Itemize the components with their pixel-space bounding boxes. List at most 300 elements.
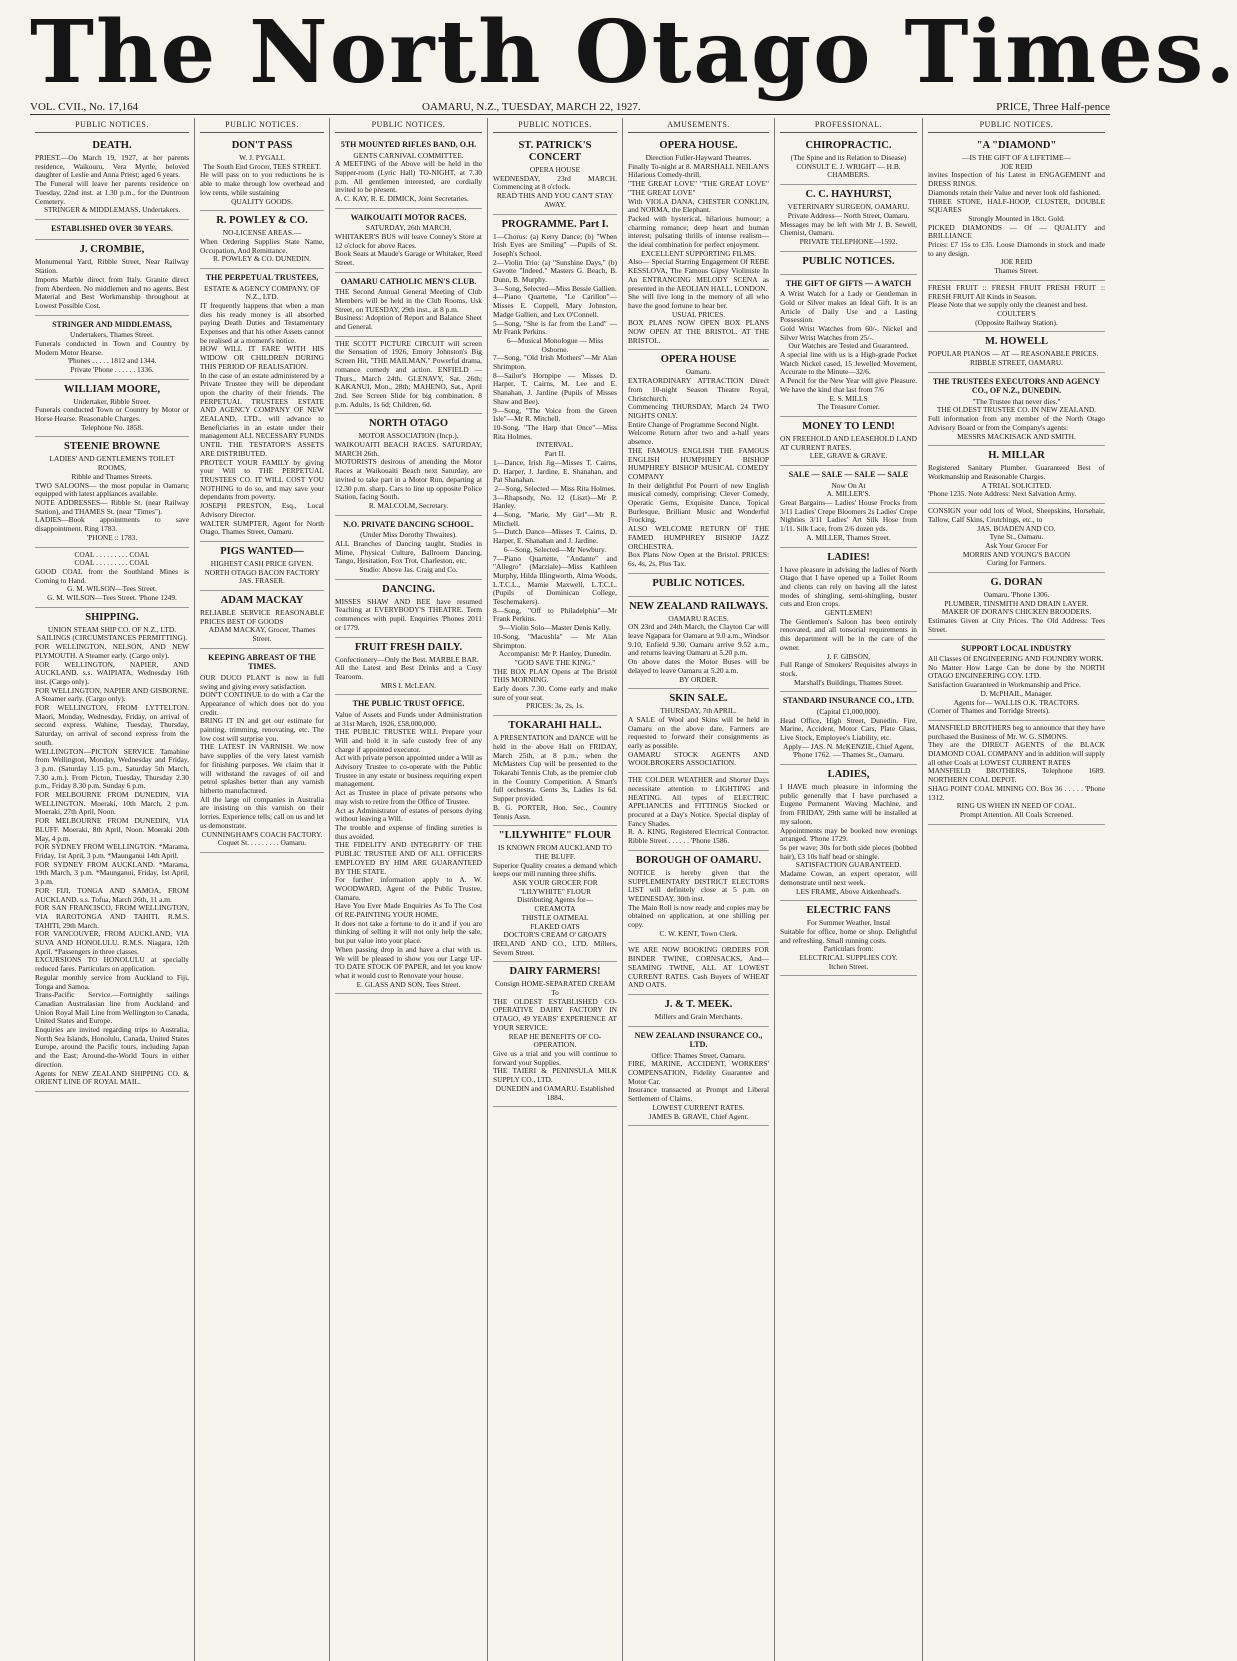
ad-text: POPULAR PIANOS — AT — REASONABLE PRICES. [928,349,1099,359]
ad-text: WELLINGTON—PICTON SERVICE Tamahine from Wellington, Monday, Wednesday and Friday, 3 p.m. (Saturday 1.15 p.m., Saturday 5th March, 7.30 a.m.). From Picton, Tuesday, Thursday 2.30 p.m., Friday 8.30 p.m. Sunday 6 p.m. [35,746,191,791]
ad-text: OAMARU STOCK AGENTS AND WOOLBROKERS ASSOCIATION. [628,749,771,768]
ad-text: 3—Rhapsody, No. 12 (Liszt)—Mr P. Hanley. [493,492,619,511]
ad-text: He will pass on to you reductions he is able to make through low overhead and low rents, while sustaining [200,170,326,197]
ad-text: THE OLDEST ESTABLISHED CO-OPERATIVE DAIRY FACTORY IN OTAGO, 49 YEARS' EXPERIENCE AT YOUR SERVICE. [493,996,619,1032]
ad-text: EXTRAORDINARY ATTRACTION Direct from 10-night Season Theatre Royal, Christchurch. [628,376,771,403]
dateline [30,100,1110,115]
ad-text: 5—Song, "She is far from the Land" —Mr Frank Perkins. [493,318,617,337]
ad-text: Value of Assets and Funds under Administration at 31st March, 1926, £58,000,000. [335,709,484,728]
ad-text: The trouble and expense of finding sureties is thus avoided. [335,822,484,841]
ad-text: All the large oil companies in Australia are insisting on this varnish on their lorries. Experience tells; call on us and let us demonstrate. [200,794,326,830]
ad-text: OPERA HOUSE [529,165,581,174]
ad-text: THREE STONE, HALF-HOOP, CLUSTER, DOUBLE SQUARES [928,196,1107,215]
advertisement [780,252,917,275]
ad-text: Curing for Farmers. [987,558,1046,568]
ad-text: Millers and Grain Merchants. [654,1011,743,1021]
advertisement [35,240,189,315]
ad-text: 9—Violin Solo—Master Denis Kelly. [499,623,611,633]
ad-title: FRUIT FRESH DAILY. [354,641,463,653]
ad-text: ESTATE & AGENCY COMPANY. OF N.Z., LTD. [204,283,322,302]
advertisement [780,901,917,976]
ad-text: PRIEST.—On March 19, 1927, at her parents residence, Waikouru, Vera Myrtle, beloved daughter of Leslie and Anna Priest; aged 6 years. [35,153,191,180]
ad-title: KEEPING ABREAST OF THE TIMES. [208,652,316,672]
advertisement [200,211,324,269]
advertisement [780,466,917,547]
ad-text: FOR VANCOUVER, FROM AUCKLAND, VIA SUVA AND HONOLULU. R.M.S. Niagara, 12th April. *Passengers in three classes. [35,929,191,956]
advertisement [928,721,1105,825]
ad-text: D. McPHAIL, Manager. [980,688,1053,698]
ad-text: NOTICE is hereby given that the SUPPLEMENTARY DISTRICT ELECTORS LIST will definitely close at 5 p.m. on WEDNESDAY, 30th inst. [628,867,771,903]
advertisement [335,273,482,337]
ad-text: W. J. PYGALL [239,153,285,162]
ad-text: A MEETING of the Above will be held in the Supper-room (Lyric Hall) TO-NIGHT, at 7.30 p.m. All gentlemen interested, are cordially invited to be present. [335,159,484,195]
advertisement [780,548,917,693]
ad-text: 2—Violin Trio: (a) "Sunshine Days," (b) Gavotte "Indeed." Masters G. Beach, B. Dunn, B. Murphy. [493,257,619,285]
advertisement [928,640,1105,721]
ad-title: THE PUBLIC TRUST OFFICE. [352,699,465,709]
ad-text: FOR MELBOURNE FROM DUNEDIN, VIA BLUFF. Moeraki, 8th April, Noon. Moeraki 20th May, 4 p.m. [35,816,191,843]
ad-title: STRINGER AND MIDDLEMASS, [52,319,172,329]
advertisement [200,591,324,649]
advertisement [928,332,1105,372]
ad-text: MRS I. McLEAN. [380,680,437,690]
ad-text: Messages may be left with Mr J. B. Sewell, Chemist, Oamaru. [780,219,919,238]
advertisement [780,765,917,901]
ad-text: Also— Special Starring Engagement Of REBE KESSLOVA, The Famous Gipsy Violiniste In An ENTRANCING MELODY SCENA as presented in the AEOLIAN HALL, LONDON. [628,257,771,293]
ad-text: COAL . . . . . . . . . COAL [74,549,150,559]
ad-text: NORTH OTAGO BACON FACTORY [204,567,320,577]
advertisement [928,446,1105,504]
ad-text: Trans-Pacific Service.—Fortnightly sailings Canadian Australasian line from Auckland and Union Royal Mail Line from Wellington to Canada, United States and Europe. [35,990,191,1026]
ad-text: E. GLASS AND SON, Tees Street. [356,979,461,989]
ad-text: COULTER'S [997,308,1036,318]
advertisement [200,649,324,853]
ad-text: QUALITY GOODS. [231,196,293,206]
ad-text: Part II. [544,449,566,459]
ad-text: Give us a trial and you will continue to forward your Supplies. [493,1048,619,1067]
advertisement [35,316,189,380]
advertisement [335,580,482,638]
ad-text: —IS THE GIFT OF A LIFETIME— [962,153,1071,162]
advertisement [335,638,482,696]
ad-text: JAS. BOADEN AND CO. [977,523,1056,533]
ad-title: SHIPPING. [85,611,139,623]
ad-title: H. MILLAR [988,450,1045,462]
ad-text: 5—Dutch Dance—Misses T. Cairns, D. Harper, E. Shanahan and J. Jardine. [493,527,619,546]
ad-text: Act as Administrator of estates of persons dying without leaving a Will. [335,805,484,824]
ad-text: WE ARE NOW BOOKING ORDERS FOR BINDER TWINE, CORNSACKS, And— SEAMING TWINE, ALL AT LOWEST CURRENT RATES. Cash Buyers of WHEAT AND OATS. [628,945,771,990]
ad-text: Appointments may be booked now evenings arranged. 'Phone 1729. [780,825,919,844]
ad-text: WALTER SUMPTER, Agent for North Otago, Thames Street, Oamaru. [200,518,326,537]
column-header: PUBLIC NOTICES. [493,118,617,133]
advertisement [335,136,482,209]
ad-title: ESTABLISHED OVER 30 YEARS. [51,223,173,233]
advertisement [928,573,1105,640]
ad-text: JAS. FRASER. [239,576,285,586]
ad-text: GENTLEMEN! [824,608,873,618]
advertisement [35,136,189,220]
ad-text: When Ordering Supplies State Name, Occupation, And Remittance. [200,236,326,255]
ad-text: The South End Grocer, TEES STREET. [203,161,321,171]
ad-text: MOTOR ASSOCIATION (Incp.). [358,431,459,441]
ad-text: INTERVAL. [536,440,574,450]
column-1 [30,118,195,1661]
advertisement [493,215,617,717]
ad-title: CHIROPRACTIC. [805,140,892,151]
advertisement [628,773,769,851]
advertisement [35,437,189,547]
ad-text: Book Seats at Maude's Garage or Whitaker, Reed Street. [335,249,484,268]
ad-title: PIGS WANTED— [220,545,304,557]
ad-title: OAMARU CATHOLIC MEN'S CLUB. [340,276,477,286]
ad-text: Private 'Phone . . . . . . 1336. [70,364,154,374]
ad-text: Apply— JAS. N. McKENZIE, Chief Agent, [783,741,914,751]
ad-text: 4—Song, "Marie, My Girl"—Mr R. Mitchell. [493,510,619,528]
ad-text: THISTLE OATMEAL [521,912,589,922]
ad-text: THE COLDER WEATHER and Shorter Days necessitate attention to LIGHTING and HEATING. All types of ELECTRIC APPLIANCES and FITTINGS Stocked or procured at a Day's Notice. Special display of Fancy Shades. [628,775,771,828]
ad-text: PRIVATE TELEPHONE—1592. [799,236,898,246]
advertisement [780,275,917,417]
ad-text: NOTE ADDRESSES— Ribble St. (near Railway Station), and THAMES St. (near "Times"). [35,497,191,516]
ad-text: GENTS CARNIVAL COMMITTEE. [353,150,464,160]
ad-title: THE PERPETUAL TRUSTEES, [205,273,319,283]
ad-text: R. A. KING, Registered Electrical Contractor. Ribble Street . . . . . . 'Phone 1586. [628,827,771,846]
ad-title: OPERA HOUSE. [659,140,738,151]
ad-text: WEDNESDAY, 23rd MARCH. Commencing at 8 o'clock. [493,173,619,192]
ad-title: N.O. PRIVATE DANCING SCHOOL. [343,519,474,529]
ad-text: SATURDAY, 26th MARCH. [365,223,452,233]
ad-text: BOX PLANS NOW OPEN BOX PLANS NOW OPEN AT THE BRISTOL. AT THE BRISTOL. [628,318,771,345]
ad-text: 8—Song, "Off to Philadelphia"—Mr Frank Perkins. [493,605,619,624]
ad-text: WHITAKER'S BUS will leave Conney's Store at 12 o'clock for above Races. [335,231,484,250]
ad-text: CREAMOTA [534,904,576,914]
advertisement [628,1027,769,1127]
ad-text: PICKED DIAMONDS — Of — QUALITY and BRILLIANCE [928,222,1107,241]
ad-text: 3—Song, Selected—Miss Bessie Gallien. [493,283,617,293]
advertisement [628,574,769,597]
ad-text: DON'T CONTINUE to do with a Car the Appearance of which does not do you credit. [200,690,326,717]
ad-text: G. M. WILSON—Tees Street. 'Phone 1249. [47,593,177,603]
advertisement [928,136,1105,281]
ad-text: 'Phone 1235. Note Address: Next Salvation Army. [928,489,1077,499]
ad-text: 'Phone 1762. — Thames St., Oamaru. [792,750,905,760]
ad-text: Private Address— North Street, Oamaru. [787,210,910,220]
ad-title: WAIKOUAITI MOTOR RACES. [350,212,467,222]
column-header: PUBLIC NOTICES. [35,118,189,133]
ad-text: ALL Branches of Dancing taught, Studies in Mime, Physical Culture, Ballroom Dancing, Tango, Hesitation, Fox Trot, Charleston, etc. [335,538,484,566]
ad-text: G. M. WILSON—Tees Street. [67,584,157,594]
ad-text: THE PUBLIC TRUSTEE WILL Prepare your Will and hold it in safe custody free of any charge if appointed executor. [335,727,484,754]
advertisement [335,695,482,994]
advertisement [928,373,1105,447]
ad-text: A SALE of Wool and Skins will be held in Oamaru on the above date. Farmers are requested to forward their consignments as early as possible. [628,714,771,751]
advertisement [628,943,769,995]
ad-text: MORRIS AND YOUNG'S BACON [962,549,1071,559]
ad-text: Imports Marble direct from Italy. Granite direct from Aberdeen. No middlemen and no agents. Best Material and Best Workmanship throughout at Lowest Possible Cost. [35,274,191,310]
ad-text: SHAG POINT COAL MINING CO. Box 36 . . . . . 'Phone 1312. [928,783,1107,802]
ad-text: The Funeral will leave her parents residence on Tuesday, 22nd inst. at 1.30 p.m., for the Duntroon Cemetery. [35,179,191,206]
ad-text: 2—Song, Selected — Miss Rita Holmes. [494,483,616,493]
ad-title: DON'T PASS [231,140,293,151]
ad-text: MISSES SHAW AND BEE have resumed Teaching at EVERYBODY'S THEATRE. Term commences with pupil. Enquiries 'Phones 2011 or 1779. [335,596,484,632]
column-5 [623,118,775,1661]
ad-text: "GOD SAVE THE KING." [514,657,596,667]
ad-text: Satisfaction Guaranteed in Workmanship and Price. [928,680,1081,690]
ad-text: UNION STEAM SHIP CO. OF N.Z., LTD. [47,624,177,634]
ad-text: A PRESENTATION and DANCE will be held in the above Hall on FRIDAY, March 25th, at 8 p.m., when the McMasters Cup will be presented to the Tokarahi Tennis Club, as the premier club in the Country Competition. A Smart's full orchestra. Gents 3s, Ladies 1s 6d. Supper provided. [493,733,619,804]
ad-title: M. HOWELL [984,336,1048,348]
ad-text: THE SCOTT PICTURE CIRCUIT will screen the Sensation of 1926, Emory Johnston's Big Screen Hit, "THE MAILMAN." Powerful drama, romance comedy and action. ENFIELD — Thurs., March 24th. GLENAVY, Sat. 26th; KAKANUI, Mon., 28th; MAHENO, Sat., April 2nd. See Screen Slide for big combination. 8 p.m. Adults, 1s 6d; Children, 6d. [335,338,484,409]
ad-text: Early doors 7.30. Come early and make sure of your seat. [493,684,619,702]
ad-text: 7—Piano Quartette, "Andante" and "Allegro" (Marziale)—Miss Kathleen Murphy, Hilda Illingworth, Alma Woods, L.T.C.L., Mamie Maxwell, L.T.C.L. (Pupils of Dominican College, Teschemakers). [493,553,619,607]
advertisement [35,608,189,1092]
ad-text: The Gentlemen's Saloon has been entirely renovated, and all tonsorial requirements in this department will be in the care of the owner. [780,616,919,652]
ad-title: C. C. HAYHURST, [805,189,892,201]
advertisement [335,516,482,580]
ad-text: Estimates Given at City Prices. The Old Address: Tees Street. [928,616,1107,634]
ad-text: ADAM MACKAY, Grocer, Thames Street. [208,625,318,644]
ad-text: GOOD COAL from the Southland Mines is Coming to Hand. [35,566,191,585]
ad-text: (The Spine and its Relation to Disease) [790,153,907,162]
ad-text: (Capital £1,000,000). [816,706,881,716]
ad-text: For Summer Weather, Instal [806,918,891,928]
column-2 [195,118,330,1661]
ad-text: BRING IT IN and get our estimate for painting, trimming, renovating, etc. The low cost will surprise you. [200,716,326,743]
ad-text: With VIOLA DANA, CHESTER CONKLIN, and NORMA, the Elephant. [628,196,771,215]
advertisement [35,548,189,608]
ad-text: MANSFIELD BROTHERS beg to announce that they have purchased the Business of Mr. W. G. SIMONS. [928,722,1107,741]
ad-text: ASK YOUR GROCER FOR "LILYWHITE" FLOUR [512,878,600,896]
ad-text: Monumental Yard, Ribble Street, Near Railway Station. [35,257,191,276]
advertisement [335,337,482,415]
ad-text: Undertakers, Thames Street. [69,330,154,340]
ad-text: FIRE, MARINE, ACCIDENT, WORKERS' COMPENSATION, Fidelity Guarantee and Motor Car. [628,1059,771,1086]
ad-text: Funerals conducted Town or Country by Motor or Horse Hearse. Reasonable Charges. [35,405,191,424]
advertisement [628,136,769,350]
column-header: AMUSEMENTS. [628,118,769,133]
ad-text: THURSDAY, 7th APRIL. [660,706,737,716]
ad-text: FOR WELLINGTON, NELSON, AND NEW PLYMOUTH. A Steamer early. (Cargo only). [35,642,191,660]
ad-text: J. F. GIBSON, [826,651,871,661]
ad-text: Agents for— WALLIS O.K. TRACTORS. [953,697,1080,707]
ad-text: RIBBLE STREET, OAMARU. [969,358,1064,368]
ad-text: IRELAND AND CO., LTD. Millers, Severn Street. [493,938,619,957]
ad-title: J. & T. MEEK. [664,998,733,1010]
ad-text: Great Bargains— Ladies' House Frocks from 3/11 Ladies' Crepe Bloomers 2s Ladies' Crepe Nighties 3/11 Ladies' Art Silk Hose from 1/11. Silk Lace, from 2/6 dozen yds. [780,497,919,534]
ad-text: Confectionery—Only the Best. MARBLE BAR. [335,654,479,664]
ad-text: VETERINARY SURGEON, OAMARU. [787,202,910,212]
ad-text: 5s per wave; 30s for both side pieces (bobbed hair), £3 10s half head or shingle. [780,842,919,861]
ad-text: Studio: Above Jas. Craig and Co. [359,565,458,575]
ad-text: Registered Sanitary Plumber. Guaranteed Best of Workmanship and Reasonable Charges. [928,463,1107,481]
ad-text: Box Plans Now Open at the Bristol. PRICES: 6s, 4s, 2s, Plus Tax. [628,550,771,568]
advertisement [200,136,324,211]
ad-text: C. W. KENT, Town Clerk. [659,928,738,938]
ad-text: REAP HE BENEFITS OF CO-OPERATION. [508,1031,602,1050]
ad-text: HOW WILL IT FARE WITH HIS WIDOW OR CHILDREN DURING THIS PERIOD OF REALISATION. [200,344,326,371]
issue-date: OAMARU, N.Z., TUESDAY, MARCH 22, 1927. [422,101,641,113]
ad-text: Madame Cowan, an expert operator, will demonstrate until next week. [780,869,919,887]
ad-text: Telephone No. 1858. [81,422,143,432]
ad-text: CONSULT E. J. WRIGHT — H.B. CHAMBERS. [796,161,903,180]
advertisement [200,542,324,591]
ad-text: Full Range of Smokers' Requisites always in stock. [780,660,919,678]
ad-title: J. CROMBIE, [79,244,145,256]
ad-text: THE FIDELITY AND INTEGRITY OF THE PUBLIC TRUSTEE AND OF ALL OFFICERS EMPLOYED BY HIM ARE GUARANTEED BY THE STATE. [335,840,484,876]
ad-title: LADIES! [827,551,870,563]
ad-text: 10-Song, "Macushla" — Mr Alan Shrimpton. [493,631,619,650]
ad-text: Ribble and Thames Streets. [71,471,153,481]
ad-title: STANDARD INSURANCE CO., LTD. [782,696,915,706]
ad-text: 6—Musical Monologue — Miss Osborne. [506,335,605,354]
ad-text: 6—Song, Selected—Mr Newbury. [503,544,607,554]
ad-text: "The Trustee that never dies." [972,396,1061,406]
ad-text: EXCURSIONS TO HONOLULU at specially reduced fares. Particulars on application. [35,955,191,974]
ad-title: SKIN SALE. [669,693,728,705]
ad-title: SUPPORT LOCAL INDUSTRY [961,643,1072,653]
ad-text: 'PHONE :: 1783. [86,532,138,542]
ad-title: MONEY TO LEND! [802,420,895,432]
advertisement [628,597,769,690]
ad-text: Enquiries are invited regarding trips to Australia, North Sea Islands, Honolulu, Canada, United States Europe, around the Pacific tours, including Japan and the East; Around-the-World Tours in either direction. [35,1025,191,1069]
ad-text: Prompt Attention. All Coals Screened. [959,809,1074,819]
ad-text: RING US WHEN IN NEED OF COAL. [956,801,1077,811]
ad-text: Welcome Return after two and a-half years absence. [628,428,771,447]
ad-text: Undertaker, Ribble Street. [73,396,151,406]
ad-text: Act with private person appointed under a Will as Advisory Trustee to co-operate with the Public Trustee in any estate or business requiring expert management. [335,753,484,789]
ad-title: "LILYWHITE" FLOUR [498,830,612,842]
ad-title: DAIRY FARMERS! [509,966,601,978]
ad-text: JOE REID [1000,161,1033,171]
ad-text: Agents for NEW ZEALAND SHIPPING CO. & ORIENT LINE OF ROYAL MAIL. [35,1068,191,1087]
ad-text: FLAKED OATS [530,921,580,931]
ad-text: (Under Miss Dorothy Thwaites). [360,530,457,540]
ad-text: A. MILLER, Thames Street. [806,532,891,542]
ad-text: PRICES: 3s, 2s, 1s. [526,701,584,711]
advertisement [928,281,1105,333]
ad-text: Entire Change of Programme Second Night. [628,419,759,429]
ad-text: OUR DUCO PLANT is now in full swing and giving every satisfaction. [200,672,326,691]
ad-text: Direction Fuller-Hayward Theatres. [645,153,752,162]
ad-title: NORTH OTAGO [368,418,449,430]
ad-text: Ask Your Grocer For [985,540,1048,550]
ad-title: NEW ZEALAND RAILWAYS. [629,600,768,612]
ad-text: I HAVE much pleasure in informing the public generally that I have purchased a Eugene Permanent Waving Machine, and from FRIDAY, 29th same will be installed at my saloon. [780,782,919,826]
ad-text: Gold Wrist Watches from 60/-. Nickel and Silver Wrist Watches from 25/-. [780,323,919,342]
advertisement [335,414,482,515]
ad-title: PUBLIC NOTICES. [652,577,745,589]
ad-title: R. POWLEY & CO. [216,215,308,227]
ad-text: CUNNINGHAM'S COACH FACTORY. [201,829,323,839]
advertisement [628,851,769,944]
ad-text: THE BOX PLAN Opens at The Bristol THIS MORNING. [493,666,619,685]
ad-text: Particulars from: [823,944,874,954]
ad-title: BOROUGH OF OAMARU. [635,854,762,866]
advertisement [628,350,769,573]
ad-text: In their delightful Pot Pourri of new English musical comedy, comprising: Clever Comedy, Operatic Gems, Exquisite Dance, Topical Burlesque, Brilliant Music and Wonderful Frocking. [628,480,771,525]
ad-text: All the Latest and Best Drinks and a Cosy Tearoom. [335,663,484,681]
ad-title: ADAM MACKAY [220,595,304,607]
ad-text: Superior Quality creates a demand which keeps our mill running three shifts. [493,860,619,879]
column-4 [488,118,623,1661]
ad-text: 8—Sailor's Hornpipe — Misses D. Harper, T. Cairns, M. Lee and E. Shanahan, J. Jardine (Pupils of Misses Shaw and Bee). [493,370,619,406]
ad-title: THE GIFT OF GIFTS — A WATCH [785,278,912,288]
ad-text: When passing drop in and have a chat with us. We will be pleased to show you our Large UP-TO DATE STOCK OF PAPER, and let you know what it would cost to Renovate your house. [335,944,484,980]
ad-text: DUNEDIN and OAMARU. Established 1884. [495,1083,617,1102]
ad-text: THE LATEST IN VARNISH. We now have supplies of the very latest varnish for finishing purposes. We claim that it will withstand the ravages of oil and petrol splashes better than any varnish hitherto manufactured. [200,742,326,795]
ad-text: Office: Thames Street, Oamaru. [651,1050,746,1060]
masthead-title: The North Otago Times. [30,2,1237,103]
ad-title: OPERA HOUSE [660,354,737,366]
column-7 [923,118,1110,1661]
ad-text: Funerals conducted in Town and Country by Modern Motor Hearse. [35,338,191,357]
ad-text: B. G. PORTER, Hon. Sec., Country Tennis Assn. [493,802,619,821]
ad-text: A. C. KAY, R. E. DIMICK, Joint Secretaries. [335,194,469,204]
ad-text: MOTORISTS desirous of attending the Motor Races at Waikouaiti Beach next Saturday, are invited to take part in a Motor Run, departing at 12.30 p.m. sharp. Cars to line up opposite Police Station, facing South. [335,457,484,502]
ad-text: LES FRAME, Above Aitkenhead's. [795,886,901,896]
ad-text: NO-LICENSE AREAS.— [222,228,302,238]
ad-text: FOR MELBOURNE FROM DUNEDIN, VIA WELLINGTON. Moeraki, 10th March, 2 p.m. Moeraki, 27th April, Noon. [35,790,191,817]
ad-text: THE Second Annual General Meeting of Club Members will be held in the Club Rooms, Usk Street, on TUESDAY, 29th inst., at 8 p.m. [335,287,484,314]
column-header: PROFESSIONAL. [780,118,917,133]
ad-text: A. MILLER'S. [826,489,871,499]
ad-text: OAMARU RACES. [668,613,729,623]
column-header: PUBLIC NOTICES. [200,118,324,133]
ad-text: COAL . . . . . . . . . COAL [74,558,150,568]
ad-text: CONSIGN your odd lots of Wool, Sheepskins, Horsehair, Tallow, Calf Skins, Crutchings, etc., to [928,506,1107,524]
ad-text: Act as Trustee in place of private persons who may wish to retire from the Office of Trustee. [335,788,484,806]
ad-text: Tyne St., Oamaru. [989,532,1044,542]
ad-text: The Treasure Corner. [817,402,880,412]
ad-text: Business: Adoption of Report and Balance Sheet and General. [335,313,484,332]
ad-text: FOR SYDNEY FROM WELLINGTON. *Marama, Friday, 1st April, 3 p.m. *Maunganui 14th April. [35,842,191,860]
ad-title: ST. PATRICK'S CONCERT [518,140,592,163]
ad-text: 1—Dance, Irish Jig—Misses T. Cairns, D. Harper, J. Jardine, E. Shanahan, and Pat Shanahan. [493,457,619,485]
ad-text: JOE REID [1000,257,1033,267]
ad-text: They are the DIRECT AGENTS of the BLACK DIAMOND COAL COMPANY and in addition will supply all other Coals at LOWEST CURRENT RATES [928,740,1107,767]
ad-text: JOSEPH PRESTON, Esq., Local Advisory Director. [200,501,326,519]
advertisement [335,209,482,273]
ad-title: NEW ZEALAND INSURANCE CO., LTD. [634,1030,763,1050]
ad-text: ON 23rd and 24th March, the Clayton Car will leave Ngapara for Oamaru at 9.0 a.m., Windsor 9.10, Enfield 9.30, Oamaru arrive 9.52 a.m., and returns leaving Oamaru at 5.20 p.m. [628,622,771,658]
ad-text: LADIES' AND GENTLEMEN'S TOILET ROOMS, [49,454,177,473]
ad-text: 1—Chorus: (a) Kerry Dance; (b) "When Irish Eyes are Smiling" —Pupils of St. Joseph's School. [493,231,619,258]
advertisement [628,689,769,773]
ad-text: SAILINGS (CIRCUMSTANCES PERMITTING). [36,633,188,643]
ad-text: FOR SAN FRANCISCO, FROM WELLINGTON, VIA RAROTONGA AND TAHITI. R.M.S. TAHITI, 29th March. [35,903,191,930]
ad-text: PROTECT YOUR FAMILY by giving your Will to THE PERPETUAL TRUSTEES CO. IT WILL COST YOU NOTHING to do so, and may save your dependants from poverty. [200,457,326,502]
ad-text: Diamonds retain their Value and never look old fashioned. [928,187,1101,197]
ad-text: Coquet St. . . . . . . . . Oamaru. [217,838,307,848]
ad-text: 'Phones . . . . . 1812 and 1344. [67,356,157,366]
ad-title: LADIES, [827,769,870,781]
ad-text: In the case of an estate administered by a Private Trustee they will be dependant upon the charity of their friends. The PERPETUAL TRUSTEES ESTATE AND AGENCY COMPANY OF NEW ZEALAND, LTD., will advance to Beneficiaries in an estate under their management ALL NECESSARY FUNDS UNTIL THE TESTATOR'S ASSETS ARE DISTRIBUTED. [200,370,326,458]
advertisement [35,380,189,438]
ad-text: STRINGER & MIDDLEMASS, Undertakers. [43,205,181,215]
advertisement [780,692,917,765]
ad-title: PUBLIC NOTICES. [802,255,895,267]
ad-text: MANSFIELD BROTHERS, Telephone 1689. NORTHERN COAL DEPOT. [928,766,1107,785]
ad-text: THE TAIERI & PENINSULA MILK SUPPLY CO., LTD. [493,1066,619,1085]
ad-text: R. POWLEY & CO. DUNEDIN. [212,254,312,264]
ad-text: All Classes Of ENGINEERING AND FOUNDRY WORK. [928,654,1104,664]
ad-text: DOCTOR'S CREAM O' GROATS [503,930,607,940]
ad-text: FOR WELLINGTON, FROM LYTTELTON. Maori, Monday, Wednesday, Friday, on arrival of second express. Wahine, Tuesday, Thursday, Saturday, on arrival of second express from the south. [35,703,191,747]
ad-text: LEE, GRAVE & GRAVE. [809,451,888,461]
ad-text: FOR SYDNEY FROM AUCKLAND. *Marama, 19th March, 3 p.m. *Maunganui, Friday, 1st April, 3 p.m. [35,859,191,887]
ad-text: Strongly Mounted in 18ct. Gold. [968,213,1065,223]
advertisement [493,716,617,826]
